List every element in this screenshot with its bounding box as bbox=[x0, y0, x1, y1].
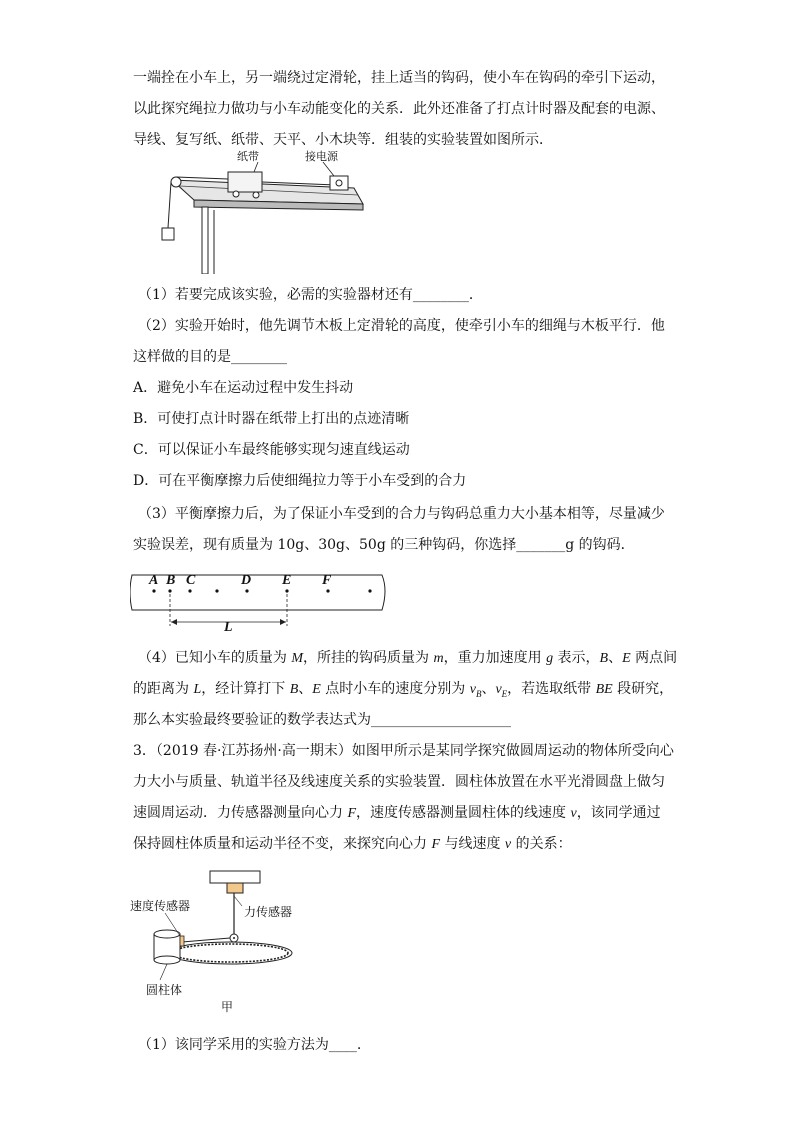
figure-caption: 甲 bbox=[221, 1000, 234, 1014]
question-4-line-3: 那么本实验最终要验证的数学表达式为____________________ bbox=[133, 712, 511, 728]
option-b: B．可使打点计时器在纸带上打出的点迹清晰 bbox=[133, 411, 410, 427]
circular-motion-figure bbox=[130, 866, 310, 1016]
label-force-sensor: 力传感器 bbox=[244, 905, 293, 919]
problem-3-line-1: 3．（2019 春·江苏扬州·高一期末）如图甲所示是某同学探究做圆周运动的物体所受向心 bbox=[133, 743, 674, 759]
tape-point-a: A bbox=[149, 573, 159, 588]
option-d: D．可在平衡摩擦力后使细绳拉力等于小车受到的合力 bbox=[133, 473, 467, 489]
paper-tape-figure bbox=[130, 570, 392, 636]
question-1: （1）若要完成该实验，必需的实验器材还有________． bbox=[138, 287, 483, 303]
question-3-line-2: 实验误差，现有质量为 10g、30g、50g 的三种钩码，你选择_______g 的钩码． bbox=[133, 537, 635, 553]
question-4-line-1: （4）已知小车的质量为 M，所挂的钩码质量为 m，重力加速度用 g 表示，B、E 两点间 bbox=[138, 650, 678, 666]
problem-3-line-2: 力大小与质量、轨道半径及线速度关系的实验装置．圆柱体放置在水平光滑圆盘上做匀 bbox=[133, 774, 665, 790]
problem-3-line-4: 保持圆柱体质量和运动半径不变，来探究向心力 F 与线速度 v 的关系： bbox=[133, 836, 572, 852]
problem-3-line-3: 速圆周运动．力传感器测量向心力 F，速度传感器测量圆柱体的线速度 v，该同学通过 bbox=[133, 805, 661, 821]
cart-apparatus-drawing bbox=[158, 152, 374, 274]
option-a: A．避免小车在运动过程中发生抖动 bbox=[133, 380, 354, 396]
tape-length-label: L bbox=[224, 620, 233, 635]
label-speed-sensor: 速度传感器 bbox=[130, 899, 191, 913]
question-3-line-1: （3）平衡摩擦力后，为了保证小车受到的合力与钩码总重力大小基本相等，尽量减少 bbox=[138, 506, 665, 522]
tape-point-e: E bbox=[282, 573, 292, 588]
tape-point-c: C bbox=[186, 573, 196, 588]
label-power: 接电源 bbox=[305, 150, 338, 163]
label-cylinder: 圆柱体 bbox=[146, 983, 183, 997]
option-c: C．可以保证小车最终能够实现匀速直线运动 bbox=[133, 442, 410, 458]
tape-point-d: D bbox=[241, 573, 252, 588]
intro-line-1: 一端拴在小车上，另一端绕过定滑轮，挂上适当的钩码，使小车在钩码的牵引下运动， bbox=[133, 70, 665, 86]
label-tape: 纸带 bbox=[237, 150, 259, 163]
intro-line-2: 以此探究绳拉力做功与小车动能变化的关系．此外还准备了打点计时器及配套的电源、 bbox=[133, 101, 665, 117]
question-2-line-1: （2）实验开始时，他先调节木板上定滑轮的高度，使牵引小车的细绳与木板平行．他 bbox=[138, 318, 665, 334]
tape-point-b: B bbox=[166, 573, 176, 588]
question-2-line-2: 这样做的目的是________ bbox=[133, 349, 287, 365]
problem-3-question-1: （1）该同学采用的实验方法为____. bbox=[138, 1037, 362, 1053]
tape-point-f: F bbox=[322, 573, 332, 588]
cart-apparatus-figure bbox=[158, 152, 374, 274]
intro-line-3: 导线、复写纸、纸带、天平、小木块等．组装的实验装置如图所示． bbox=[133, 132, 553, 148]
question-4-line-2: 的距离为 L，经计算打下 B、E 点时小车的速度分别为 $v_B$、$v_E$，若选取纸带 BE 段研究， bbox=[133, 681, 674, 699]
